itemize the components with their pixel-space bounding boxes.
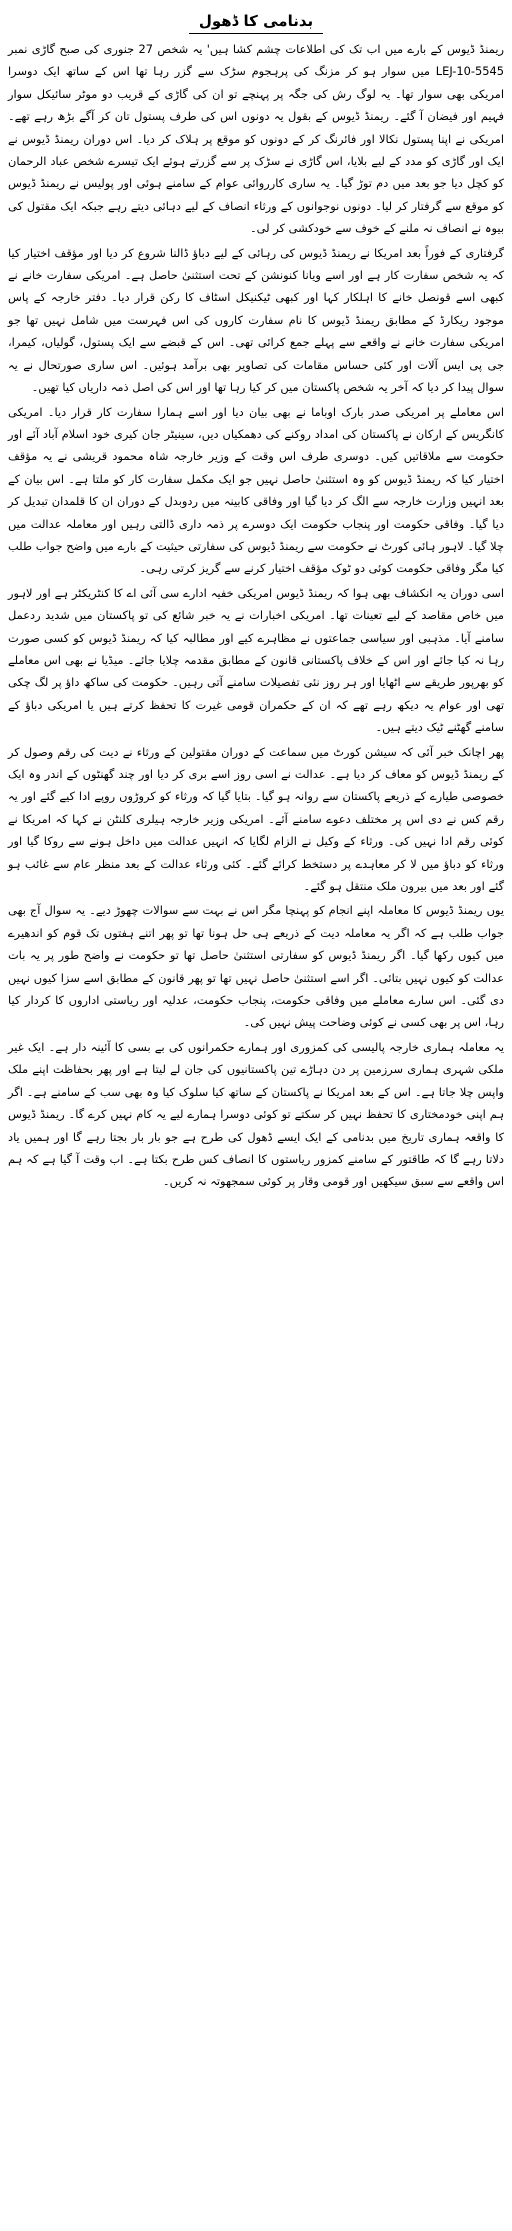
- body-paragraph-6: یوں ریمنڈ ڈیوس کا معاملہ اپنے انجام کو پہنچا مگر اس نے بہت سے سوالات چھوڑ دیے۔ یہ سوال آج بھی جواب طلب ہے کہ اگر یہ معاملہ دیت کے ذریعے ہی حل ہونا تھا تو پھر اتنے ہفتوں تک قوم کو اندھیرے میں کیوں رکھا گیا۔ اگر ریمنڈ ڈیوس کو سفارتی استثنیٰ حاصل تھا تو حکومت نے واضح طور پر یہ بات عدالت کو کیوں نہیں بتائی۔ اگر اسے استثنیٰ حاصل نہیں تھا تو پھر قانون کے مطابق اسے سزا کیوں نہیں دی گئی۔ اس سارے معاملے میں وفاقی حکومت، پنجاب حکومت، عدلیہ اور ریاستی اداروں کا کردار کیا رہا، اس پر بھی کسی نے کوئی وضاحت پیش نہیں کی۔: [8, 903, 504, 1030]
- column-headline: بدنامی کا ڈھول: [189, 9, 323, 34]
- body-paragraph-2: گرفتاری کے فوراً بعد امریکا نے ریمنڈ ڈیوس کی رہائی کے لیے دباؤ ڈالنا شروع کر دیا اور مؤقف اختیار کیا کہ یہ شخص سفارت کار ہے اور اسے ویانا کنونشن کے تحت استثنیٰ حاصل ہے۔ امریکی سفارت خانے نے کبھی اسے قونصل خانے کا اہلکار کہا اور کبھی ٹیکنیکل اسٹاف کا رکن قرار دیا۔ دفتر خارجہ کے پاس موجود ریکارڈ کے مطابق ریمنڈ ڈیوس کا نام سفارت کاروں کی اس فہرست میں شامل نہیں تھا جو امریکی سفارت خانے نے واقعے سے پہلے جمع کرائی تھی۔ اس کے قبضے سے ایک پستول، گولیاں، کیمرا، جی پی ایس آلات اور کئی حساس مقامات کی تصاویر بھی برآمد ہوئیں۔ اس ساری صورتحال نے یہ سوال پیدا کر دیا کہ آخر یہ شخص پاکستان میں کر کیا رہا تھا اور اس کی اصل ذمہ داریاں کیا تھیں۔: [8, 245, 504, 395]
- body-paragraph-7: یہ معاملہ ہماری خارجہ پالیسی کی کمزوری اور ہمارے حکمرانوں کی بے بسی کا آئینہ دار ہے۔ ایک غیر ملکی شہری ہماری سرزمین پر دن دہاڑے تین پاکستانیوں کی جان لے لیتا ہے اور پھر بحفاظت اپنے ملک واپس چلا جاتا ہے۔ اس کے بعد امریکا نے پاکستان کے ساتھ کیا سلوک کیا وہ بھی سب کے سامنے ہے۔ اگر ہم اپنی خودمختاری کا تحفظ نہیں کر سکتے تو کوئی دوسرا ہمارے لیے یہ کام نہیں کرے گا۔ ریمنڈ ڈیوس کا واقعہ ہماری تاریخ میں بدنامی کے ایک ایسے ڈھول کی طرح ہے جو بار بار بجتا رہے گا اور ہمیں یاد دلاتا رہے گا کہ طاقتور کے سامنے کمزور ریاستوں کا انصاف کس طرح بکتا ہے۔ اب وقت آ گیا ہے کہ ہم اس واقعے سے سبق سیکھیں اور قومی وقار پر کوئی سمجھوتہ نہ کریں۔: [8, 1039, 504, 1189]
- body-paragraph-1: ریمنڈ ڈیوس کے بارے میں اب تک کی اطلاعات چشم کشا ہیں' یہ شخص 27 جنوری کی صبح گاڑی نمبر LEJ-10-5545 میں سوار ہو کر مزنگ کی پرہجوم سڑک سے گزر رہا تھا اس کے ساتھ ایک دوسرا امریکی بھی سوار تھا۔ یہ لوگ رش کی جگہ پر پہنچے تو ان کی گاڑی کے قریب دو موٹر سائیکل سوار فہیم اور فیضان آ گئے۔ ریمنڈ ڈیوس کے بقول یہ دونوں اس کی طرف پستول تان کر آگے بڑھ رہے تھے۔ امریکی نے اپنا پستول نکالا اور فائرنگ کر کے دونوں کو موقع پر ہلاک کر دیا۔ اس دوران ریمنڈ ڈیوس نے ایک اور گاڑی کو مدد کے لیے بلایا، اس گاڑی نے سڑک پر سے گزرتے ہوئے ایک تیسرے شخص عباد الرحمان کو کچل دیا جو بعد میں دم توڑ گیا۔ یہ ساری کارروائی عوام کے سامنے ہوئی اور پولیس نے ریمنڈ ڈیوس کو موقع سے گرفتار کر لیا۔ دونوں نوجوانوں کے ورثاء انصاف کے لیے دہائی دیتے رہے جبکہ ایک مقتول کی بیوہ نے انصاف نہ ملنے کے خوف سے خودکشی کر لی۔: [8, 42, 504, 236]
- body-paragraph-3: اس معاملے پر امریکی صدر بارک اوباما نے بھی بیان دیا اور اسے ہمارا سفارت کار قرار دیا۔ امریکی کانگریس کے ارکان نے پاکستان کی امداد روکنے کی دھمکیاں دیں، سینیٹر جان کیری خود اسلام آباد آئے اور حکومت سے ملاقاتیں کیں۔ دوسری طرف اس وقت کے وزیر خارجہ شاہ محمود قریشی نے یہ مؤقف اختیار کیا کہ ریمنڈ ڈیوس کو وہ استثنیٰ حاصل نہیں جو ایک مکمل سفارت کار کو ملتا ہے۔ اس بیان کے بعد انہیں وزارت خارجہ سے الگ کر دیا گیا اور وفاقی کابینہ میں ردوبدل کے دوران ان کا قلمدان تبدیل کر دیا گیا۔ وفاقی حکومت اور پنجاب حکومت ایک دوسرے پر ذمہ داری ڈالتی رہیں اور معاملہ عدالت میں چلا گیا۔ لاہور ہائی کورٹ نے حکومت سے ریمنڈ ڈیوس کی سفارتی حیثیت کے بارے میں واضح جواب طلب کیا مگر وفاقی حکومت کوئی دو ٹوک مؤقف اختیار کرنے سے گریز کرتی رہی۔: [8, 404, 504, 576]
- headline-container: [8, 6, 504, 36]
- body-paragraph-5: پھر اچانک خبر آئی کہ سیشن کورٹ میں سماعت کے دوران مقتولین کے ورثاء نے دیت کی رقم وصول کر کے ریمنڈ ڈیوس کو معاف کر دیا ہے۔ عدالت نے اسی روز اسے بری کر دیا اور چند گھنٹوں کے اندر وہ ایک خصوصی طیارے کے ذریعے پاکستان سے روانہ ہو گیا۔ بتایا گیا کہ ورثاء کو کروڑوں روپے ادا کیے گئے اور یہ رقم کس نے دی اس پر مختلف دعوے سامنے آئے۔ امریکی وزیر خارجہ ہیلری کلنٹن نے کہا کہ امریکا نے کوئی رقم ادا نہیں کی۔ ورثاء کے وکیل نے الزام لگایا کہ انہیں عدالت میں داخل ہونے سے روکا گیا اور ورثاء کو دباؤ میں لا کر معاہدے پر دستخط کرائے گئے۔ کئی ورثاء عدالت کے بعد منظر عام سے غائب ہو گئے اور بعد میں بیرون ملک منتقل ہو گئے۔: [8, 744, 504, 894]
- body-paragraph-4: اسی دوران یہ انکشاف بھی ہوا کہ ریمنڈ ڈیوس امریکی خفیہ ادارے سی آئی اے کا کنٹریکٹر ہے اور لاہور میں خاص مقاصد کے لیے تعینات تھا۔ امریکی اخبارات نے یہ خبر شائع کی تو پاکستان میں شدید ردعمل سامنے آیا۔ مذہبی اور سیاسی جماعتوں نے مظاہرے کیے اور مطالبہ کیا کہ ریمنڈ ڈیوس کو کسی صورت رہا نہ کیا جائے اور اس کے خلاف پاکستانی قانون کے مطابق مقدمہ چلایا جائے۔ میڈیا نے بھی اس معاملے کو بھرپور طریقے سے اٹھایا اور ہر روز نئی تفصیلات سامنے آتی رہیں۔ حکومت کی ساکھ داؤ پر لگ چکی تھی اور عوام یہ دیکھ رہے تھے کہ ان کے حکمران قومی غیرت کا تحفظ کرتے ہیں یا امریکی دباؤ کے سامنے گھٹنے ٹیک دیتے ہیں۔: [8, 585, 504, 735]
- column-body: [8, 38, 504, 1193]
